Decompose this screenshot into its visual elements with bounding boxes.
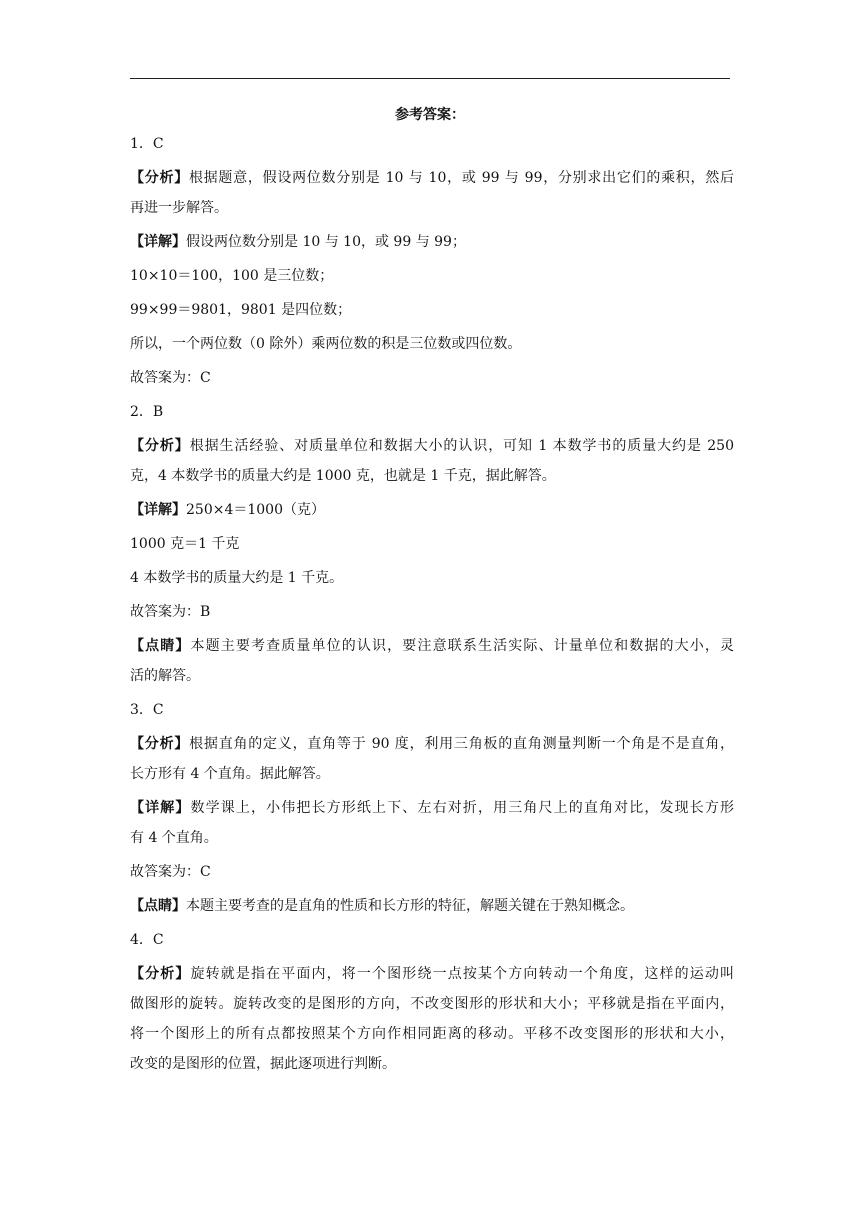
answer-line <box>130 532 734 566</box>
line-text: 长方形有 4 个直角。据此解答。 <box>130 766 330 782</box>
line-text: 4 本数学书的质量大约是 1 千克。 <box>130 570 344 586</box>
section-tag: 【分析】 <box>130 170 189 186</box>
answer-line <box>130 634 734 664</box>
line-text: 99×99＝9801，9801 是四位数； <box>130 302 352 318</box>
section-tag: 【分析】 <box>130 438 190 454</box>
answer-line <box>130 860 734 894</box>
line-text: 所以，一个两位数（0 除外）乘两位数的积是三位数或四位数。 <box>130 336 522 352</box>
line-text: 根据生活经验、对质量单位和数据大小的认识，可知 1 本数学书的质量大约是 250 <box>189 438 734 454</box>
line-text: 将一个图形上的所有点都按照某个方向作相同距离的移动。平移不改变图形的形状和大小， <box>130 1026 734 1042</box>
answer-line <box>130 600 734 634</box>
line-text: 再进一步解答。 <box>130 200 228 216</box>
section-tag: 【详解】 <box>130 234 186 250</box>
line-text: 有 4 个直角。 <box>130 830 218 846</box>
answer-title: 参考答案： <box>395 107 465 123</box>
answer-line <box>130 132 734 166</box>
section-tag: 【详解】 <box>130 502 186 518</box>
line-text: 旋转就是指在平面内，将一个图形绕一点按某个方向转动一个角度，这样的运动叫 <box>190 966 735 982</box>
line-text: 假设两位数分别是 10 与 10，或 99 与 99； <box>186 234 466 250</box>
answer-line <box>130 1022 734 1052</box>
answer-line <box>130 962 734 992</box>
answer-line <box>130 732 734 762</box>
answer-line <box>130 230 734 264</box>
line-text: 活的解答。 <box>130 668 200 684</box>
answer-line <box>130 762 734 796</box>
answer-line <box>130 196 734 230</box>
answer-line <box>130 928 734 962</box>
answer-line <box>130 826 734 860</box>
section-tag: 【详解】 <box>130 800 191 816</box>
line-text: 做图形的旋转。旋转改变的是图形的方向，不改变图形的形状和大小；平移就是指在平面内， <box>130 996 734 1012</box>
line-text: 根据直角的定义，直角等于 90 度，利用三角板的直角测量判断一个角是不是直角， <box>189 736 735 752</box>
answer-line <box>130 1052 734 1086</box>
answer-line <box>130 992 734 1022</box>
answer-line <box>130 698 734 732</box>
answer-line <box>130 298 734 332</box>
answer-line <box>130 664 734 698</box>
answer-line <box>130 332 734 366</box>
answer-line <box>130 366 734 400</box>
line-text: 1．C <box>130 136 164 152</box>
line-text: 故答案为：B <box>130 604 211 620</box>
answer-line <box>130 400 734 434</box>
line-text: 4．C <box>130 932 164 948</box>
answer-line <box>130 434 734 464</box>
answer-line <box>130 498 734 532</box>
line-text: 10×10＝100，100 是三位数； <box>130 268 334 284</box>
section-tag: 【分析】 <box>130 966 191 982</box>
line-text: 根据题意，假设两位数分别是 10 与 10，或 99 与 99，分别求出它们的乘积，然后 <box>188 170 734 186</box>
line-text: 克，4 本数学书的质量大约是 1000 克，也就是 1 千克，据此解答。 <box>130 468 556 484</box>
section-tag: 【分析】 <box>130 736 190 752</box>
section-tag: 【点睛】 <box>130 638 191 654</box>
line-text: 1000 克＝1 千克 <box>130 536 240 552</box>
section-tag: 【点睛】 <box>130 898 186 914</box>
line-text: 故答案为：C <box>130 864 211 880</box>
header-rule <box>130 78 730 79</box>
line-text: 2．B <box>130 404 164 420</box>
answer-line <box>130 796 734 826</box>
answer-line <box>130 894 734 928</box>
line-text: 本题主要考查的是直角的性质和长方形的特征，解题关键在于熟知概念。 <box>186 898 634 914</box>
answer-line <box>130 464 734 498</box>
line-text: 本题主要考查质量单位的认识，要注意联系生活实际、计量单位和数据的大小，灵 <box>190 638 735 654</box>
line-text: 故答案为：C <box>130 370 211 386</box>
line-text: 3．C <box>130 702 164 718</box>
answer-line <box>130 166 734 196</box>
line-text: 250×4＝1000（克） <box>186 502 325 518</box>
answer-line <box>130 264 734 298</box>
line-text: 改变的是图形的位置，据此逐项进行判断。 <box>130 1056 396 1072</box>
answer-body <box>130 132 734 1086</box>
answer-line <box>130 566 734 600</box>
line-text: 数学课上，小伟把长方形纸上下、左右对折，用三角尺上的直角对比，发现长方形 <box>190 800 735 816</box>
